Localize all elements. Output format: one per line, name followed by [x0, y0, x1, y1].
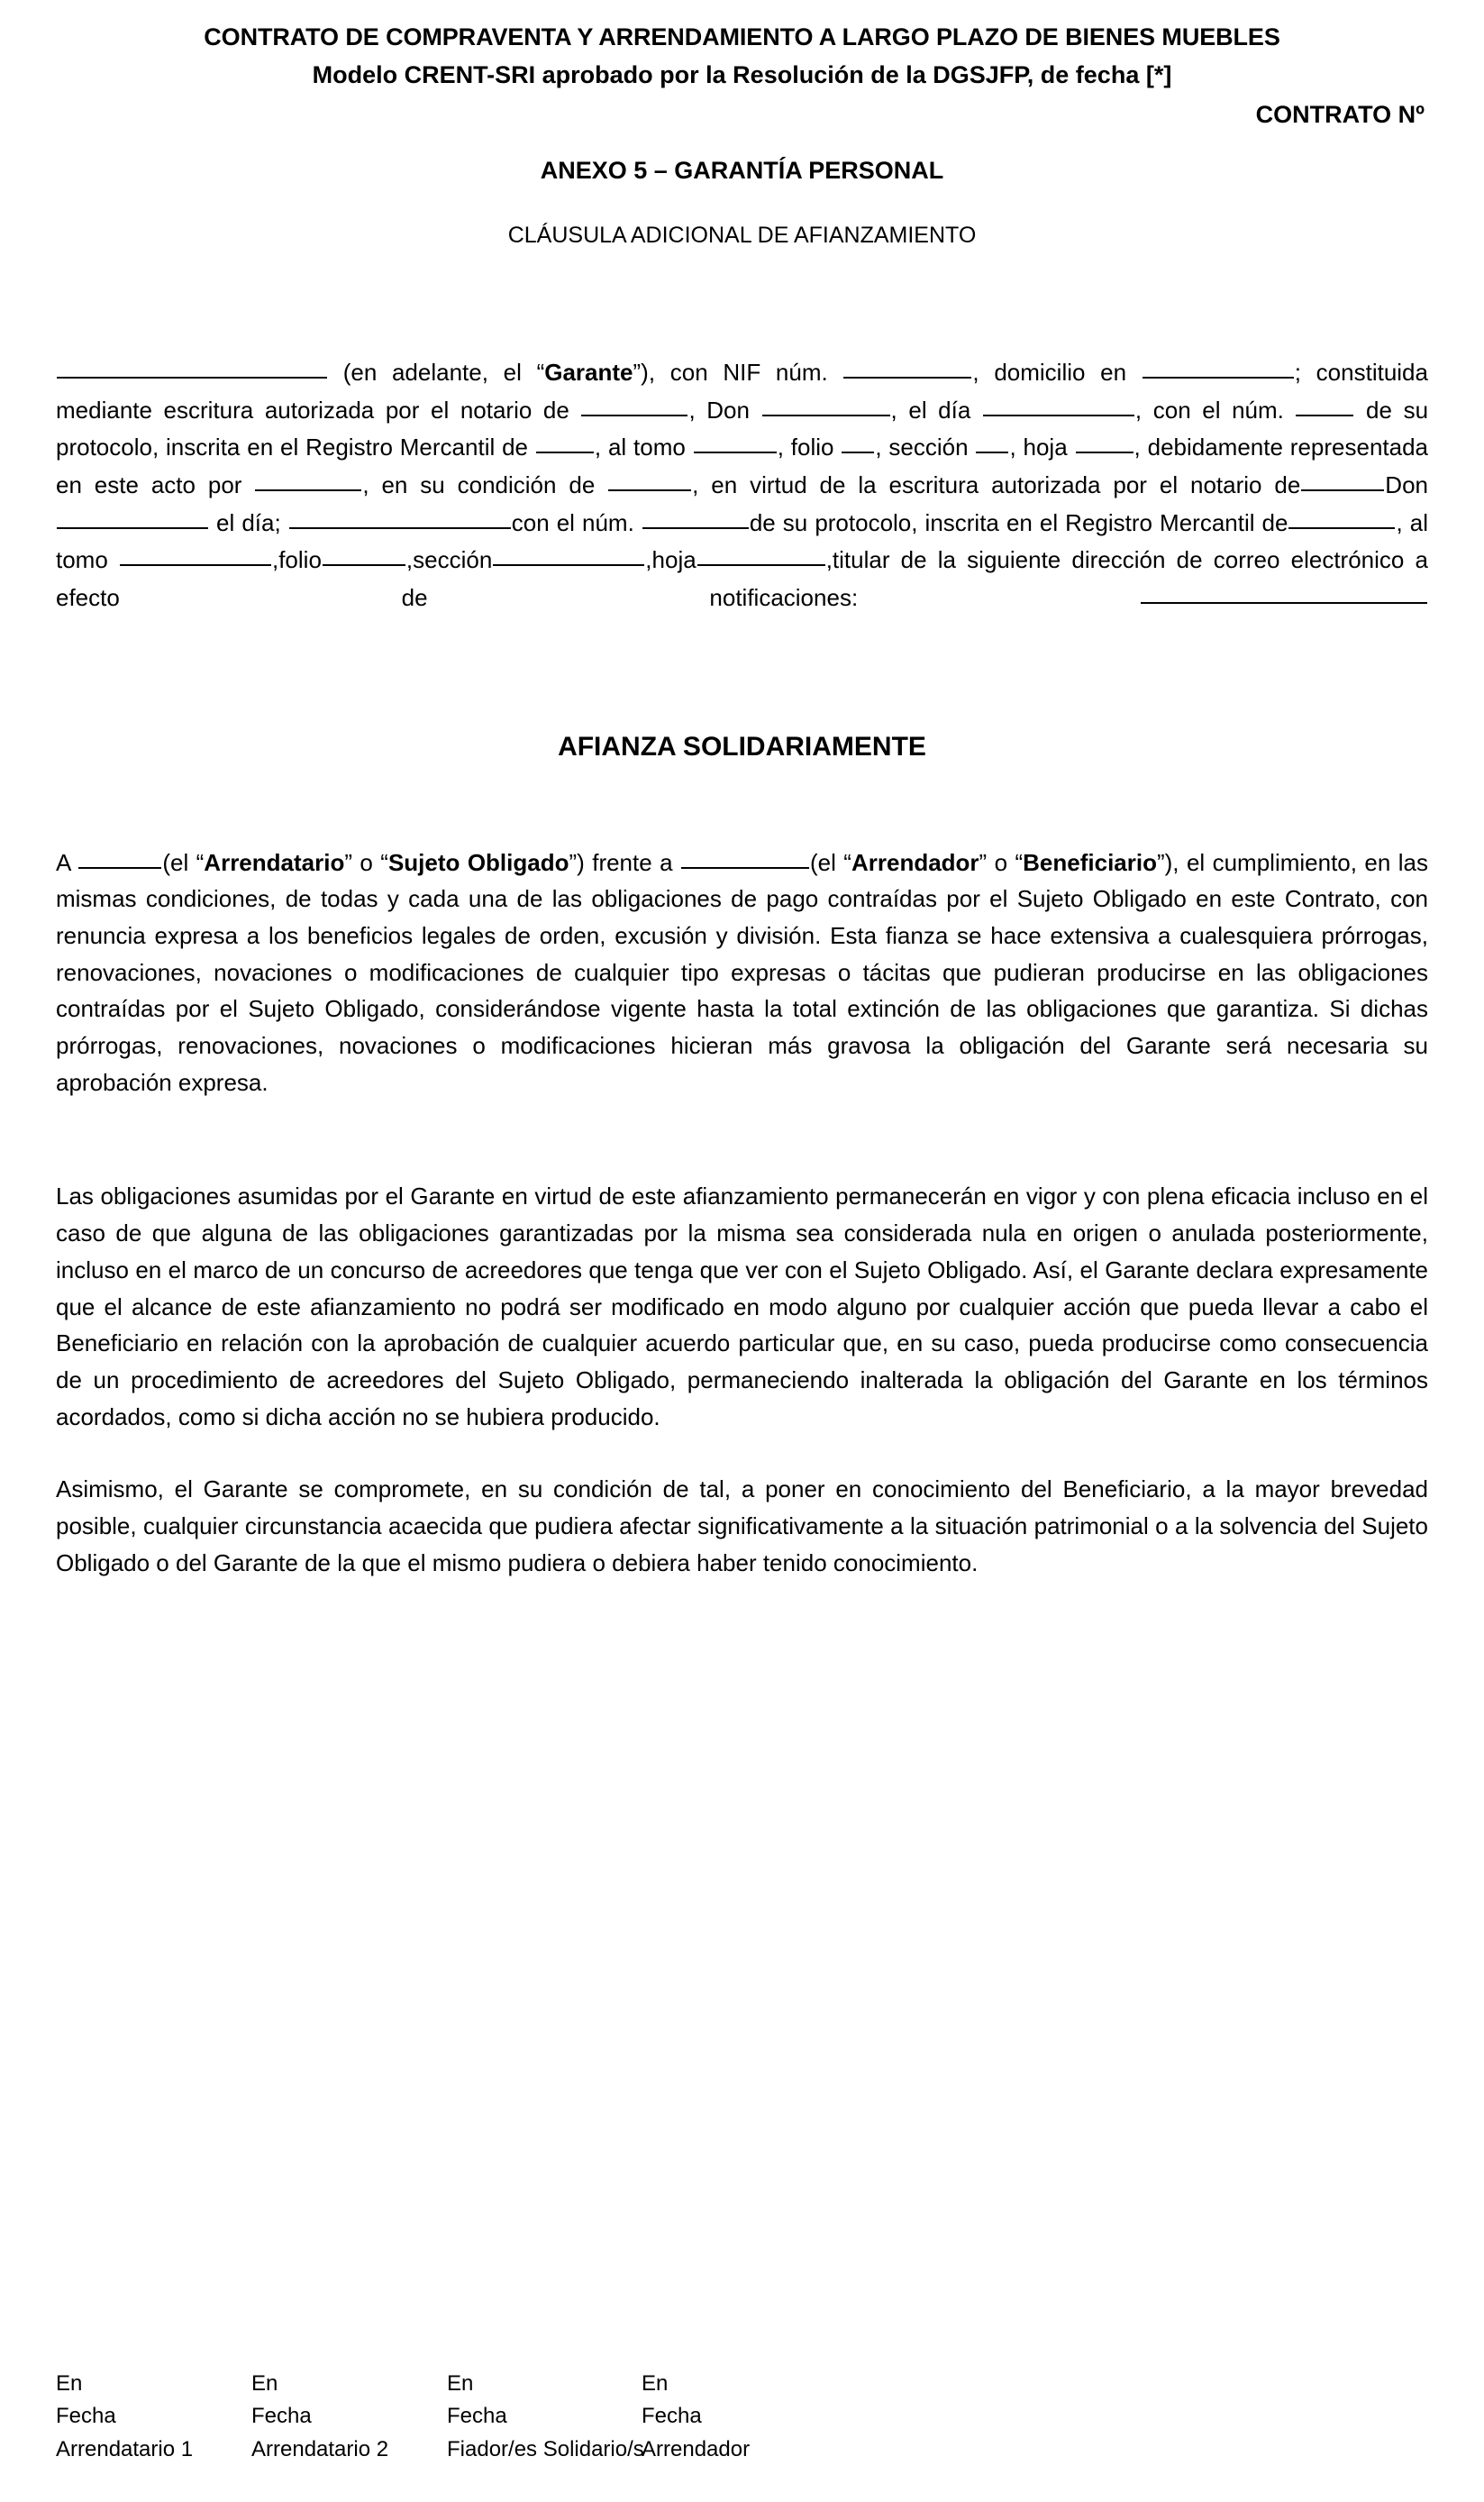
- blank-notario-nombre[interactable]: [762, 391, 890, 416]
- gp-text-4: ; constituida mediante escritura autorizada por el notario de: [56, 358, 1428, 424]
- blank-num-protocolo-2[interactable]: [642, 504, 749, 529]
- term-beneficiario: Beneficiario: [1023, 848, 1157, 876]
- header-title-line-2: Modelo CRENT-SRI aprobado por la Resolución de la DGSJFP, de fecha [*]: [312, 61, 1172, 89]
- ap-text-7: ”), el cumplimiento, en las mismas condiciones, de todas y cada una de las obligaciones de pago contraídas por el Sujeto Obligado en este Contrato, con renuncia expresa a los beneficios legales de orden, excusión y división. Esta fianza se hace extensiva a cualesquiera prórrogas, renovaciones, novaciones o modificaciones de cualquier tipo expresas o tácitas que pudieran producirse en las obligaciones contraídas por el Sujeto Obligado, considerándose vigente hasta la total extinción de las obligaciones que garantiza. Si dichas prórrogas, renovaciones, novaciones o modificaciones hicieran más gravosa la obligación del Garante será necesaria su aprobación expresa.: [56, 848, 1428, 1096]
- blank-notario-2[interactable]: [1301, 466, 1384, 491]
- gp-text-9: , al tomo: [594, 434, 693, 461]
- document-header: [56, 20, 1428, 252]
- gp-text-17: el día;: [209, 508, 288, 536]
- document-subtitle: CLÁUSULA ADICIONAL DE AFIANZAMIENTO: [507, 223, 977, 249]
- gp-text-8: de su protocolo, inscrita en el Registro Mercantil de: [56, 396, 1429, 461]
- ap-text-3: ” o “: [344, 848, 388, 876]
- signature-column-fiador: [447, 2368, 642, 2466]
- signature-place-label-2: En: [251, 2371, 278, 2396]
- blank-condicion[interactable]: [608, 466, 691, 491]
- blank-nif[interactable]: [843, 353, 971, 379]
- gp-text-1: (en adelante, el “: [342, 358, 545, 386]
- guarantor-identification-block: [56, 353, 1428, 616]
- blank-guarantor-name[interactable]: [57, 353, 327, 379]
- blank-seccion[interactable]: [976, 428, 1008, 453]
- blank-arrendatario[interactable]: [78, 844, 161, 869]
- blank-seccion-2[interactable]: [493, 541, 644, 566]
- signature-block: [56, 2368, 1428, 2466]
- signature-role-label-4: Arrendador: [642, 2436, 751, 2461]
- blank-registro-mercantil[interactable]: [536, 428, 594, 453]
- gp-text-18: con el núm.: [511, 508, 642, 536]
- spacer-paragraph-1: [56, 1100, 1428, 1178]
- blank-fecha-escritura[interactable]: [983, 391, 1134, 416]
- spacer-paragraph-2: [56, 1435, 1428, 1471]
- signature-date-label-4: Fecha: [642, 2404, 702, 2429]
- blank-email[interactable]: [1141, 579, 1427, 604]
- signature-place-label-3: En: [447, 2371, 474, 2396]
- gp-text-20: , al tomo: [56, 508, 1428, 574]
- signature-date-label-1: Fecha: [56, 2404, 116, 2429]
- blank-arrendador[interactable]: [681, 844, 809, 869]
- spacer-after-afianza: [56, 766, 1428, 844]
- signature-date-label-2: Fecha: [251, 2404, 312, 2429]
- gp-text-11: , sección: [875, 434, 976, 461]
- gp-text-23: ,hoja: [645, 546, 696, 574]
- blank-tomo[interactable]: [694, 428, 777, 453]
- blank-notario-2-nombre[interactable]: [57, 504, 208, 529]
- gp-text-21: ,folio: [271, 546, 322, 574]
- ap-text-4: ”) frente a: [569, 848, 680, 876]
- signature-date-label-3: Fecha: [447, 2404, 507, 2429]
- contract-number-label: CONTRATO Nº: [1255, 100, 1425, 128]
- header-title-line-1: CONTRATO DE COMPRAVENTA Y ARRENDAMIENTO A LARGO PLAZO DE BIENES MUEBLES: [204, 23, 1280, 50]
- gp-text-14: , en su condición de: [362, 470, 608, 498]
- ap-text-6: ” o “: [979, 848, 1024, 876]
- gp-text-16: Don: [1385, 470, 1428, 498]
- gp-text-19: de su protocolo, inscrita en el Registro Mercantil de: [749, 508, 1288, 536]
- signature-place-label-4: En: [642, 2371, 669, 2396]
- term-sujeto-obligado: Sujeto Obligado: [387, 848, 569, 876]
- blank-domicilio[interactable]: [1143, 353, 1294, 379]
- paragraph-obligaciones-asumidas: Las obligaciones asumidas por el Garante en virtud de este afianzamiento permanecerán en vigor y con plena eficacia incluso en el caso de que alguna de las obligaciones garantizadas por la misma sea considerada nula en origen o anulada posteriormente, incluso en el marco de un concurso de acreedores que tenga que ver con el Sujeto Obligado. Así, el Garante declara expresamente que el alcance de este afianzamiento no podrá ser modificado en modo alguno por cualquier acción que pueda llevar a cabo el Beneficiario en relación con la aprobación de cualquier acuerdo particular que, en su caso, pueda producirse como consecuencia de un procedimiento de acreedores del Sujeto Obligado, permaneciendo inalterada la obligación del Garante en los términos acordados, como si dicha acción no se hubiera producido.: [56, 1183, 1428, 1430]
- blank-hoja[interactable]: [1076, 428, 1133, 453]
- signature-role-label-3: Fiador/es Solidario/s: [447, 2436, 644, 2461]
- term-arrendador: Arrendador: [851, 848, 979, 876]
- ap-text-1: A: [56, 848, 78, 876]
- blank-fecha-escritura-2[interactable]: [289, 504, 511, 529]
- blank-tomo-2[interactable]: [120, 541, 271, 566]
- blank-folio[interactable]: [842, 428, 874, 453]
- blank-num-protocolo[interactable]: [1296, 391, 1353, 416]
- signature-place-label-1: En: [56, 2371, 83, 2396]
- signature-column-arrendador: [642, 2368, 912, 2466]
- afianza-solidariamente-heading: AFIANZA SOLIDARIAMENTE: [558, 731, 926, 762]
- gp-text-10: , folio: [777, 434, 842, 461]
- afianza-paragraph: [56, 844, 1428, 1101]
- gp-text-13: , debidamente representada en este acto por: [56, 434, 1429, 498]
- gp-text-15: , en virtud de la escritura autorizada por el notario de: [692, 470, 1301, 498]
- blank-notario-plaza[interactable]: [581, 391, 687, 416]
- gp-text-6: , el día: [890, 396, 982, 424]
- annex-title: ANEXO 5 – GARANTÍA PERSONAL: [540, 156, 944, 184]
- gp-text-5: , Don: [688, 396, 761, 424]
- guarantor-paragraph: [56, 353, 1428, 616]
- term-garante: Garante: [544, 358, 633, 386]
- gp-text-3: , domicilio en: [972, 358, 1142, 386]
- blank-folio-2[interactable]: [323, 541, 405, 566]
- signature-role-label-1: Arrendatario 1: [56, 2436, 194, 2461]
- gp-text-7: , con el núm.: [1134, 396, 1296, 424]
- blank-hoja-2[interactable]: [697, 541, 825, 566]
- gp-text-24: ,titular de la siguiente dirección de correo electrónico a efecto de notificaciones:: [56, 546, 1428, 611]
- ap-text-5: (el “: [810, 848, 851, 876]
- spacer-before-afianza: [56, 616, 1428, 728]
- signature-column-arrendatario-2: [251, 2368, 447, 2466]
- paragraph-asimismo: Asimismo, el Garante se compromete, en su condición de tal, a poner en conocimiento del Beneficiario, a la mayor brevedad posible, cualquier circunstancia acaecida que pudiera afectar significativamente a la situación patrimonial o a la solvencia del Sujeto Obligado o del Garante de la que el mismo pudiera o debiera haber tenido conocimiento.: [56, 1475, 1428, 1576]
- blank-representante[interactable]: [255, 466, 361, 491]
- ap-text-2: (el “: [162, 848, 205, 876]
- gp-text-2: ”), con NIF núm.: [633, 358, 843, 386]
- blank-registro-mercantil-2[interactable]: [1288, 504, 1395, 529]
- gp-text-12: , hoja: [1009, 434, 1075, 461]
- signature-column-arrendatario-1: [56, 2368, 251, 2466]
- gp-text-22: ,sección: [405, 546, 493, 574]
- term-arrendatario: Arrendatario: [204, 848, 345, 876]
- signature-role-label-2: Arrendatario 2: [251, 2436, 389, 2461]
- signature-row: [56, 2368, 1428, 2466]
